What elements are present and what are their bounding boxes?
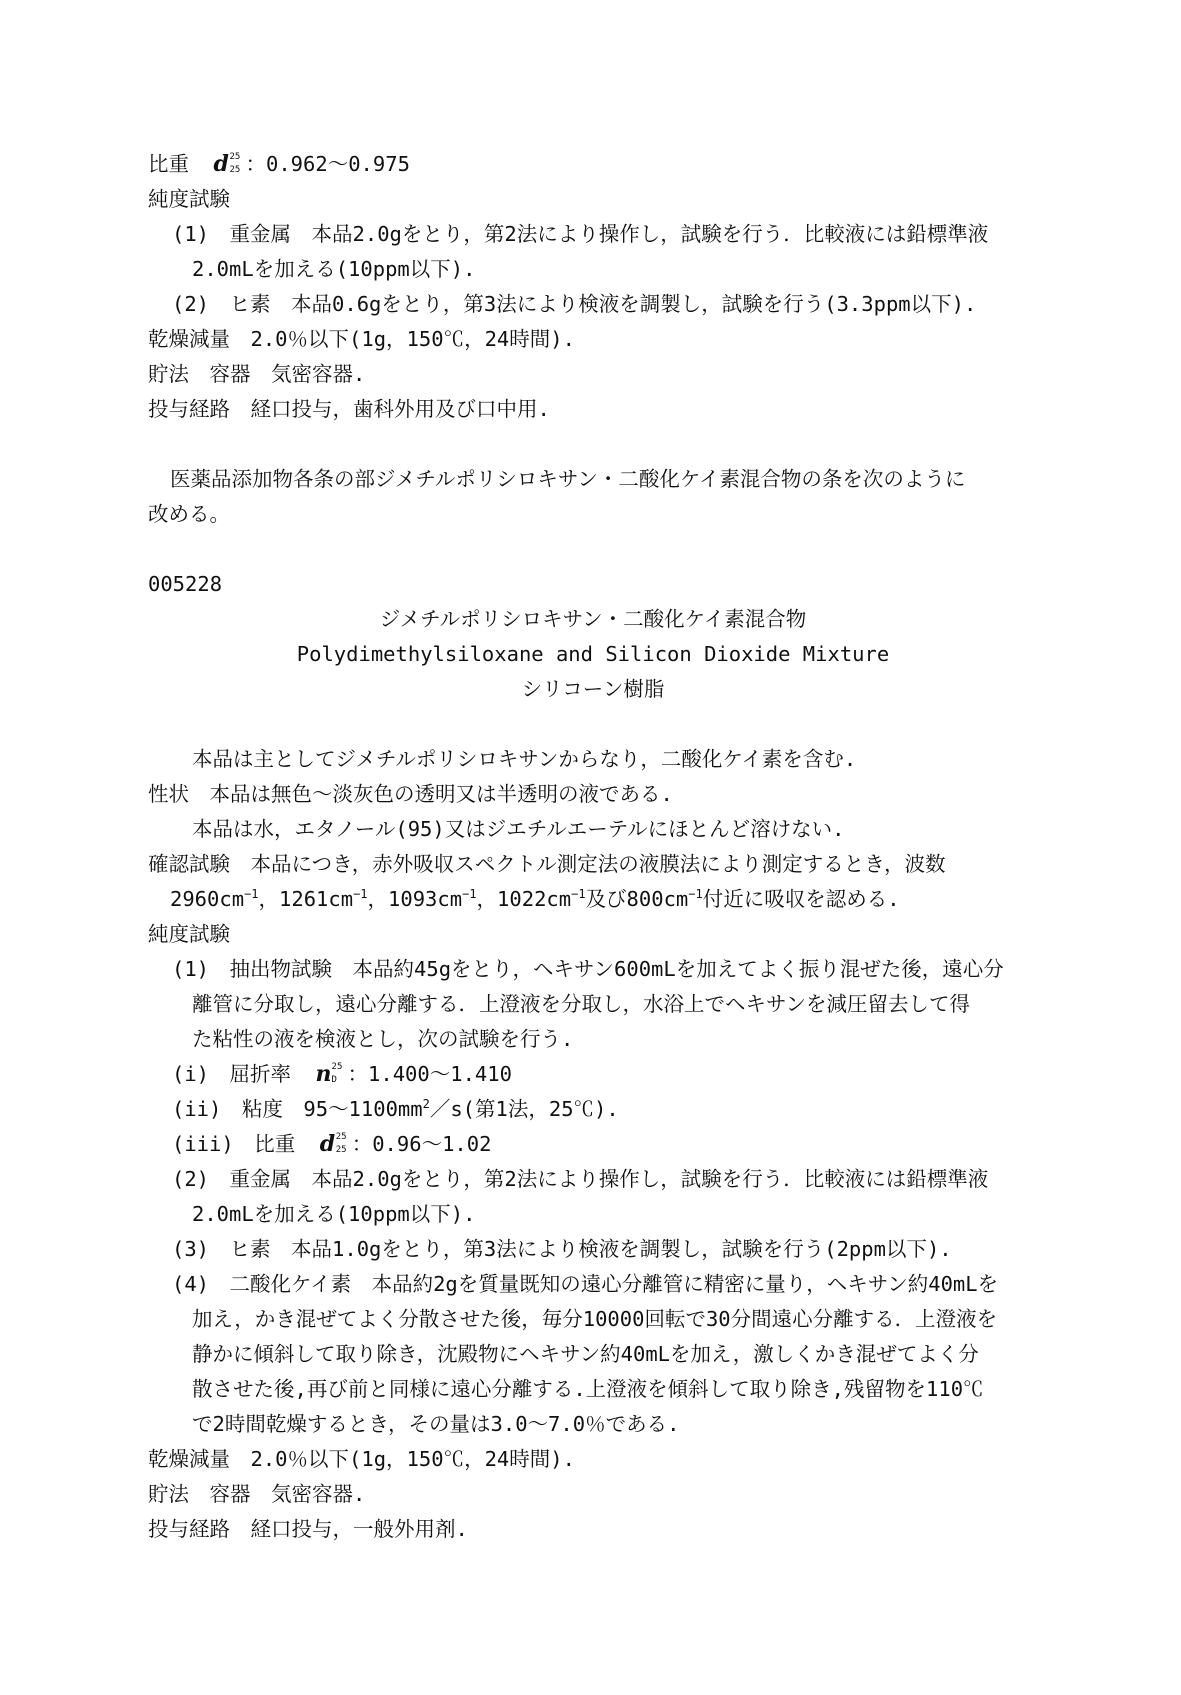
text-line: [148, 1477, 1038, 1512]
superscript: −1: [353, 887, 368, 902]
text-segment: 乾燥減量 2.0％以下(1g，150℃，24時間).: [148, 1447, 575, 1471]
text-segment: (2) 重金属 本品2.0gをとり，第2法により操作し，試験を行う．比較液には鉛標準液: [172, 1167, 989, 1191]
text-line: [148, 1162, 1038, 1197]
text-segment: 離管に分取し，遠心分離する．上澄液を分取し，水浴上でヘキサンを減圧留去して得: [192, 992, 970, 1016]
text-line: [148, 742, 1038, 777]
text-line: [148, 497, 1038, 532]
text-line: [148, 1512, 1038, 1547]
title-line: [148, 602, 1038, 637]
text-segment: 純度試験: [148, 922, 230, 946]
text-line: [148, 357, 1038, 392]
text-segment: (iii) 比重: [172, 1132, 316, 1156]
text-segment: 2960cm: [170, 887, 245, 911]
text-line: [148, 1057, 1038, 1092]
math-symbol-sup: 25: [331, 1062, 343, 1072]
text-line: [148, 1232, 1038, 1267]
text-segment: ：1.400〜1.410: [347, 1062, 512, 1086]
text-line: [148, 1022, 1038, 1057]
text-segment: (ii) 粘度 95〜1100mm: [172, 1097, 423, 1121]
text-segment: 付近に吸収を認める.: [702, 887, 900, 911]
text-line: [148, 1407, 1038, 1442]
text-segment: 比重: [148, 152, 210, 176]
math-symbol-sup: 25: [335, 1132, 347, 1142]
text-line: [148, 1372, 1038, 1407]
math-symbol-base: d: [319, 1131, 336, 1157]
text-line: [148, 987, 1038, 1022]
text-segment: ：0.962〜0.975: [245, 152, 410, 176]
text-segment: ／s(第1法，25℃).: [429, 1097, 619, 1121]
text-segment: (1) 抽出物試験 本品約45gをとり，ヘキサン600mLを加えてよく振り混ぜた後，遠心分: [172, 957, 1004, 981]
title-line: [148, 672, 1038, 707]
document-body: [148, 147, 1038, 1547]
text-segment: ，1022cm: [476, 887, 572, 911]
text-line: [148, 147, 1038, 182]
text-line: [148, 1127, 1038, 1162]
text-line: [148, 1092, 1038, 1127]
text-line: [148, 952, 1038, 987]
text-line: [148, 1442, 1038, 1477]
text-line: [148, 217, 1038, 252]
text-line: [148, 1267, 1038, 1302]
text-segment: 確認試験 本品につき，赤外吸収スペクトル測定法の液膜法により測定するとき，波数: [148, 852, 946, 876]
text-line: [148, 322, 1038, 357]
text-segment: (1) 重金属 本品2.0gをとり，第2法により操作し，試験を行う．比較液には鉛標準液: [172, 222, 989, 246]
text-segment: 本品は主としてジメチルポリシロキサンからなり，二酸化ケイ素を含む.: [192, 747, 857, 771]
math-symbol-sub: 25: [229, 165, 241, 175]
text-line: [148, 1302, 1038, 1337]
text-segment: (3) ヒ素 本品1.0gをとり，第3法により検液を調製し，試験を行う(2ppm以下).: [172, 1237, 952, 1261]
text-segment: ジメチルポリシロキサン・二酸化ケイ素混合物: [379, 607, 807, 631]
math-symbol: [320, 1130, 350, 1160]
math-symbol-base: n: [315, 1061, 332, 1087]
superscript: −1: [688, 887, 703, 902]
text-segment: (2) ヒ素 本品0.6gをとり，第3法により検液を調製し，試験を行う(3.3ppm以下).: [172, 292, 977, 316]
text-line: [148, 252, 1038, 287]
text-segment: 散させた後,再び前と同様に遠心分離する.上澄液を傾斜して取り除き,残留物を110℃: [192, 1377, 984, 1401]
text-line: [148, 567, 1038, 602]
text-segment: 005228: [148, 572, 223, 596]
text-segment: 投与経路 経口投与，歯科外用及び口中用.: [148, 397, 550, 421]
text-segment: 改める。: [148, 502, 230, 526]
text-segment: 2.0mLを加える(10ppm以下).: [192, 1202, 476, 1226]
superscript: −1: [462, 887, 477, 902]
text-segment: 純度試験: [148, 187, 230, 211]
math-symbol-base: d: [213, 151, 229, 177]
math-symbol-sub: D: [331, 1075, 337, 1085]
text-segment: ，1093cm: [367, 887, 463, 911]
text-segment: 加え，かき混ぜてよく分散させた後，毎分10000回転で30分間遠心分離する．上澄液を: [192, 1307, 998, 1331]
superscript: −1: [571, 887, 586, 902]
math-symbol: [214, 150, 244, 180]
text-line: [148, 1337, 1038, 1372]
text-segment: シリコーン樹脂: [521, 677, 665, 701]
text-line: [148, 917, 1038, 952]
text-segment: 医薬品添加物各条の部ジメチルポリシロキサン・二酸化ケイ素混合物の条を次のように: [170, 467, 966, 491]
text-segment: ，1261cm: [258, 887, 354, 911]
math-symbol-sup: 25: [229, 152, 241, 162]
superscript: 2: [422, 1097, 430, 1112]
text-segment: Polydimethylsiloxane and Silicon Dioxide Mixture: [296, 642, 890, 666]
text-segment: 貯法 容器 気密容器.: [148, 362, 366, 386]
text-segment: 投与経路 経口投与，一般外用剤.: [148, 1517, 468, 1541]
blank-line: [148, 707, 1038, 742]
text-line: [148, 847, 1038, 882]
text-segment: (4) 二酸化ケイ素 本品約2gを質量既知の遠心分離管に精密に量り，ヘキサン約40mLを: [172, 1272, 999, 1296]
blank-line: [148, 532, 1038, 567]
text-segment: で2時間乾燥するとき，その量は3.0〜7.0％である.: [192, 1412, 680, 1436]
text-segment: 貯法 容器 気密容器.: [148, 1482, 366, 1506]
text-line: [148, 287, 1038, 322]
text-line: [148, 812, 1038, 847]
text-segment: 2.0mLを加える(10ppm以下).: [192, 257, 476, 281]
text-segment: 乾燥減量 2.0％以下(1g，150℃，24時間).: [148, 327, 575, 351]
text-segment: 性状 本品は無色〜淡灰色の透明又は半透明の液である.: [148, 782, 673, 806]
blank-line: [148, 427, 1038, 462]
text-line: [148, 462, 1038, 497]
text-segment: 及び800cm: [585, 887, 689, 911]
math-symbol: [316, 1060, 346, 1090]
text-line: [148, 777, 1038, 812]
text-line: [148, 392, 1038, 427]
title-line: [148, 637, 1038, 672]
text-line: [148, 1197, 1038, 1232]
text-segment: ：0.96〜1.02: [351, 1132, 492, 1156]
math-symbol-sub: 25: [335, 1145, 347, 1155]
text-segment: 静かに傾斜して取り除き，沈殿物にヘキサン約40mLを加え，激しくかき混ぜてよく分: [192, 1342, 979, 1366]
text-line: [148, 882, 1038, 917]
text-segment: (i) 屈折率: [172, 1062, 312, 1086]
text-segment: た粘性の液を検液とし，次の試験を行う.: [192, 1027, 574, 1051]
text-line: [148, 182, 1038, 217]
superscript: −1: [244, 887, 259, 902]
text-segment: 本品は水，エタノール(95)又はジエチルエーテルにほとんど溶けない.: [192, 817, 845, 841]
